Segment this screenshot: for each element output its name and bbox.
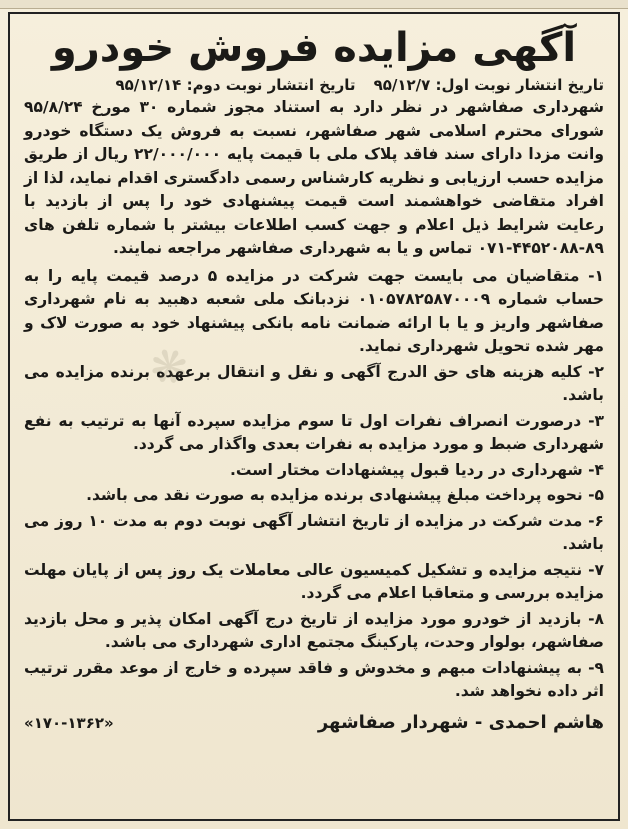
watermark: ❋ [142, 335, 196, 399]
notice-frame [8, 12, 620, 821]
condition-item: ۲- کلیه هزینه های حق الدرج آگهی و نقل و انتقال برعهده برنده مزایده می باشد. [24, 362, 604, 404]
condition-item: ۷- نتیجه مزایده و تشکیل کمیسیون عالی معاملات یک روز پس از پایان مهلت مزایده بررسی و متعاقبا اعلام می گردد. [24, 560, 604, 602]
notice-intro: شهرداری صفاشهر در نظر دارد به استناد مجوز شماره ۳۰ مورخ ۹۵/۸/۲۴ شورای محترم اسلامی شهر صفاشهر، نسبت به فروش یک دستگاه خودرو وانت مزدا دارای سند فاقد پلاک ملی با قیمت پایه ۲۲/۰۰۰/۰۰۰ ریال از طریق مزایده حسب ارزیابی و نظریه کارشناس رسمی دادگستری اقدام نماید، لذا از افراد متقاضی خواهشمند است قیمت پیشنهادی خود را پس از بازدید با رعایت شرایط ذیل اعلام و جهت کسب اطلاعات بیشتر با شماره تلفن های ۸۹-۴۴۵۲۰۸۸-۰۷۱ تماس و یا به شهرداری صفاشهر مراجعه نمایند. [24, 98, 605, 257]
condition-item: ۳- درصورت انصراف نفرات اول تا سوم مزایده سپرده آنها به ترتیب به نفع شهرداری ضبط و مورد مزایده به نفرات بعدی واگذار می گردد. [24, 411, 604, 453]
first-publication-date: تاریخ انتشار نوبت اول: ۹۵/۱۲/۷ [373, 76, 604, 94]
notice-title: آگهی مزایده فروش خودرو [51, 25, 577, 71]
signature-row [24, 712, 604, 733]
signature: هاشم احمدی - شهردار صفاشهر [317, 711, 604, 733]
condition-item: ۱- متقاضیان می بایست جهت شرکت در مزایده ۵ درصد قیمت پایه را به حساب شماره ۰۱۰۵۷۸۲۵۸۷۰۰۰۹ نزدبانک ملی شعبه دهبید به نام شهرداری صفاشهر واریز و یا با ارائه ضمانت نامه بانکی پیشنهاد خود به صورت لاک و مهر شده تحویل شهرداری نماید. [24, 266, 604, 355]
notice-code: «۱۷۰-۱۳۶۲» [24, 713, 114, 732]
conditions-list [24, 265, 604, 704]
condition-item: ۸- بازدید از خودرو مورد مزایده از تاریخ درج آگهی امکان پذیر و محل بازدید صفاشهر، بولوار وحدت، پارکینگ مجتمع اداری شهرداری می باشد. [24, 609, 604, 651]
condition-item: ۹- به پیشنهادات مبهم و مخدوش و فاقد سپرده و خارج از موعد مقرر ترتیب اثر داده نخواهد شد. [24, 658, 604, 700]
condition-item: ۴- شهرداری در ردیا قبول پیشنهادات مختار است. [229, 460, 604, 479]
second-publication-date: تاریخ انتشار نوبت دوم: ۹۵/۱۲/۱۴ [115, 76, 356, 94]
publication-dates [24, 76, 604, 94]
condition-item: ۶- مدت شرکت در مزایده از تاریخ انتشار آگهی نوبت دوم به مدت ۱۰ روز می باشد. [24, 511, 605, 553]
condition-item: ۵- نحوه پرداخت مبلغ پیشنهادی برنده مزایده به صورت نقد می باشد. [86, 486, 604, 504]
previous-clipping-edge [0, 0, 628, 9]
